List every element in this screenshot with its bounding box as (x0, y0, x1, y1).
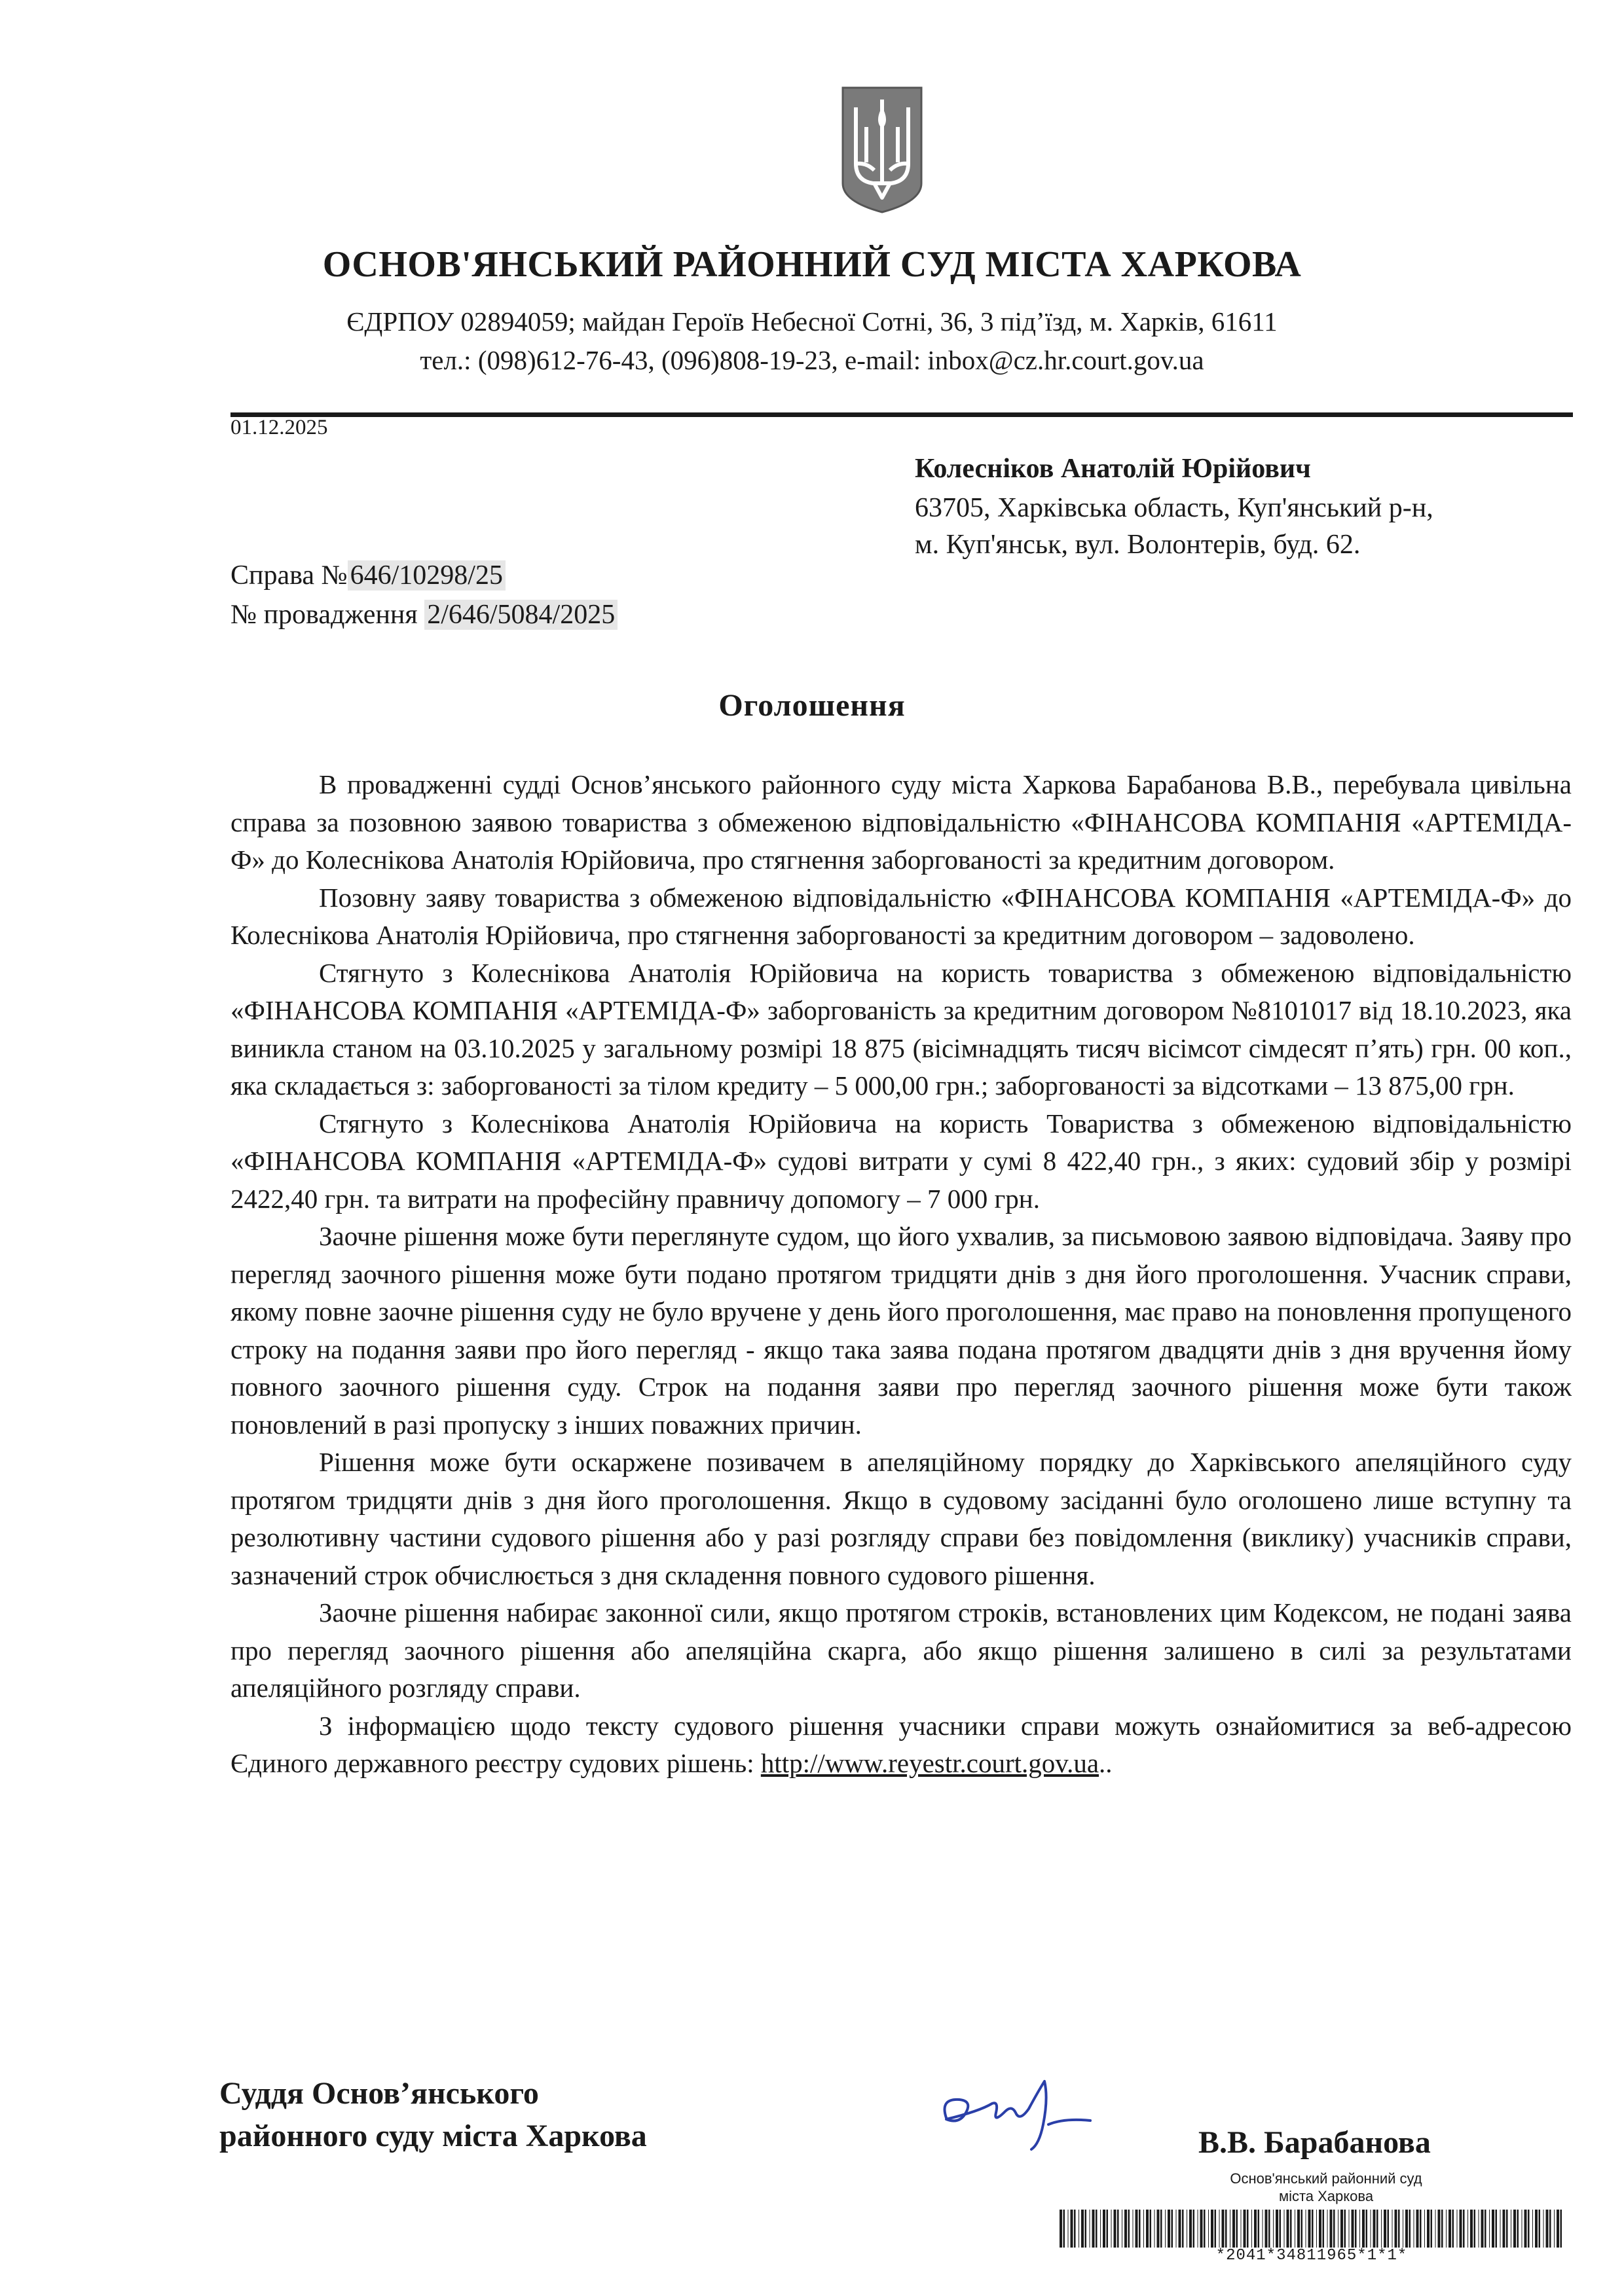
barcode-number: *2041*34811965*1*1* (1215, 2247, 1408, 2265)
handwritten-signature-icon (933, 2072, 1103, 2154)
coat-of-arms-icon (840, 85, 924, 215)
recipient-address-line-1: 63705, Харківська область, Куп'янський р-н, (915, 493, 1433, 523)
case-number: 646/10298/25 (348, 560, 506, 591)
signer-title-line-2: районного суду міста Харкова (219, 2119, 647, 2153)
registry-link[interactable]: http://www.reyestr.court.gov.ua (760, 1748, 1099, 1778)
paragraph: Позовну заяву товариства з обмеженою відповідальністю «ФІНАНСОВА КОМПАНІЯ «АРТЕМІДА-Ф» до Колеснікова Анатолія Юрійовича, про стягнення заборгованості за кредитним договором – задоволено. (231, 882, 1572, 950)
announcement-body (231, 766, 1572, 1783)
paragraph: Стягнуто з Колеснікова Анатолія Юрійовича на користь Товариства з обмеженою відповідальністю «ФІНАНСОВА КОМПАНІЯ «АРТЕМІДА-Ф» судові витрати у сумі 8 422,40 грн., з яких: судовий збір у розмірі 2422,40 грн. та витрати на професійну правничу допомогу – 7 000 грн. (231, 1108, 1572, 1214)
paragraph: Заочне рішення може бути переглянуте судом, що його ухвалив, за письмовою заявою відповідача. Заяву про перегляд заочного рішення може бути подано протягом тридцяти днів з дня його проголошення. Учасник справи, якому повне заочне рішення суду не було вручене у день його проголошення, має право на поновлення пропущеного строку на подання заяви про його перегляд - якщо така заява подана протягом двадцяти днів з дня вручення йому повного заочного рішення суду. Строк на подання заяви про перегляд заочного рішення може бути також поновлений в разі пропуску з інших поважних причин. (231, 1221, 1572, 1440)
document-title: Оголошення (718, 688, 906, 723)
paragraph: Стягнуто з Колеснікова Анатолія Юрійовича на користь товариства з обмеженою відповідальністю «ФІНАНСОВА КОМПАНІЯ «АРТЕМІДА-Ф» заборгованість за кредитним договором №8101017 від 18.10.2023, яка виникла станом на 03.10.2025 у загальному розмірі 18 875 (вісімнадцять тисяч вісімсот сімдесят п’ять) грн. 00 коп., яка складається з: заборгованості за тілом кредиту – 5 000,00 грн.; заборгованості за відсотками – 13 875,00 грн. (231, 957, 1572, 1101)
document-date: 01.12.2025 (231, 416, 328, 439)
paragraph: Рішення може бути оскаржене позивачем в апеляційному порядку до Харківського апеляційного суду протягом тридцяти днів з дня його проголошення. Якщо в судовому засіданні було оголошено лише вступну та резолютивну частини судового рішення або у разі розгляду справи без повідомлення (виклику) учасників справи, зазначений строк обчислюється з дня складення повного судового рішення. (231, 1447, 1572, 1590)
judge-name: В.В. Барабанова (1198, 2125, 1431, 2160)
proceeding-number: 2/646/5084/2025 (424, 600, 618, 630)
paragraph: В провадженні судді Основ’янського районного суду міста Харкова Барабанова В.В., перебувала цивільна справа за позовною заявою товариства з обмеженою відповідальністю «ФІНАНСОВА КОМПАНІЯ «АРТЕМІДА-Ф» до Колеснікова Анатолія Юрійовича, про стягнення заборгованості за кредитним договором. (231, 769, 1572, 875)
stamp-court-line-2: міста Харкова (1278, 2188, 1374, 2204)
proceeding-number-line (231, 599, 618, 630)
registry-text: З інформацією щодо тексту судового рішення учасники справи можуть ознайомитися за веб-адресою Єдиного державного реєстру судових рішень: (231, 1710, 1572, 1778)
registry-tail: .. (1099, 1748, 1113, 1778)
signer-title-line-1: Суддя Основ’янського (219, 2076, 539, 2111)
paragraph-registry (231, 1707, 1572, 1783)
court-contacts: тел.: (098)612-76-43, (096)808-19-23, e-mail: inbox@cz.hr.court.gov.ua (420, 345, 1204, 375)
header-divider (231, 412, 1573, 417)
stamp-court-line-1: Основ'янський районний суд (1230, 2170, 1422, 2187)
proceeding-label: № провадження (231, 600, 425, 630)
recipient-address-line-2: м. Куп'янськ, вул. Волонтерів, буд. 62. (915, 530, 1361, 560)
recipient-name: Колесніков Анатолій Юрійович (915, 454, 1311, 484)
paragraph: Заочне рішення набирає законної сили, якщо протягом строків, встановлених цим Кодексом, не подані заява про перегляд заочного рішення або апеляційна скарга, або якщо рішення залишено в силі за результатами апеляційного розгляду справи. (231, 1597, 1572, 1703)
court-requisites: ЄДРПОУ 02894059; майдан Героїв Небесної Сотні, 36, 3 під’їзд, м. Харків, 61611 (346, 306, 1278, 337)
barcode-icon (1060, 2210, 1564, 2248)
case-label: Справа № (231, 560, 348, 591)
court-name: ОСНОВ'ЯНСЬКИЙ РАЙОННИЙ СУД МІСТА ХАРКОВА (322, 244, 1302, 285)
case-number-line (231, 560, 506, 591)
